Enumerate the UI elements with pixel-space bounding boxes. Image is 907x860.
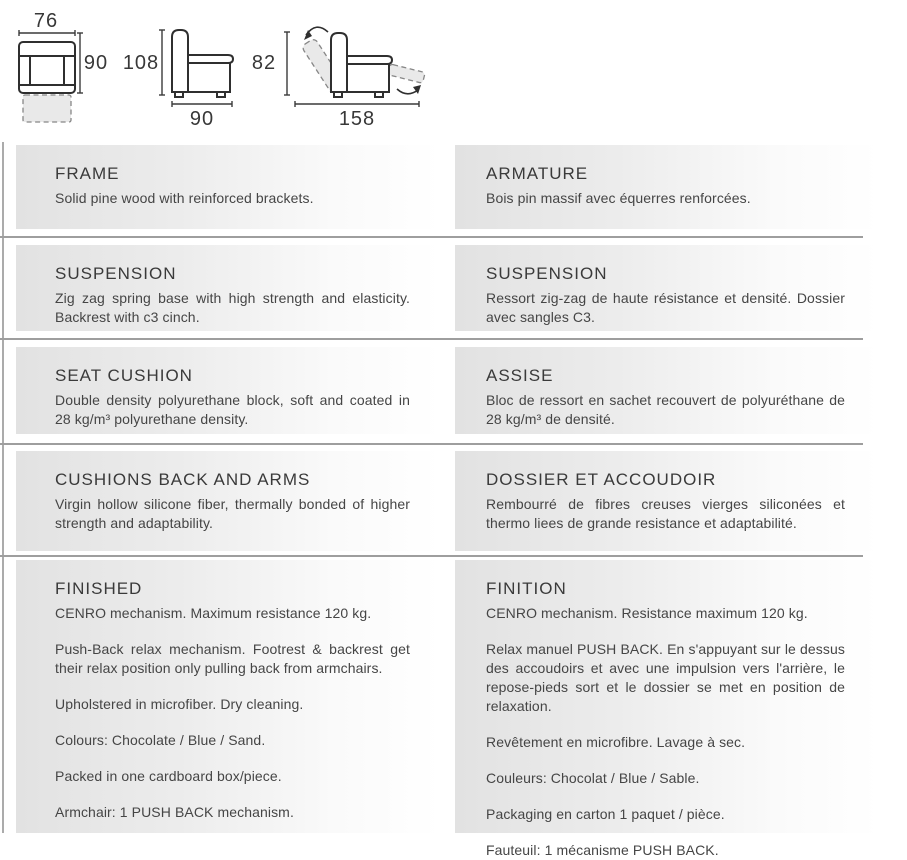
- recline-arrow-icon: [304, 27, 328, 40]
- front-footrest-dashed: [23, 95, 71, 122]
- section-text: Rembourré de fibres creuses vierges siliconées et thermo liees de grande resistance et adaptabilité.: [486, 496, 845, 531]
- section-suspension: [0, 245, 907, 331]
- section-title: CUSHIONS BACK AND ARMS: [55, 470, 311, 489]
- section-title: FINISHED: [55, 579, 143, 598]
- recline-depth-dim-line: [295, 101, 419, 107]
- finished-panel-en: [16, 560, 440, 833]
- section-text: Packaging en carton 1 paquet / pièce.: [486, 806, 725, 822]
- seat-cushion-panel-en: [16, 347, 440, 434]
- section-text: Virgin hollow silicone fiber, thermally bonded of higher strength and adaptability.: [55, 496, 410, 531]
- side-height-label: 108: [122, 52, 160, 74]
- side-depth-dim-line: [172, 101, 232, 107]
- section-cushions-back-arms: [0, 451, 907, 551]
- recline-body: [347, 64, 389, 92]
- section-title: ASSISE: [486, 366, 554, 385]
- section-text: Packed in one cardboard box/piece.: [55, 768, 282, 784]
- section-text: CENRO mechanism. Maximum resistance 120 kg.: [55, 605, 372, 621]
- section-title: SUSPENSION: [486, 264, 608, 283]
- section-text: Relax manuel PUSH BACK. En s'appuyant sur le dessus des accoudoirs et avec une impulsion vers l'arrière, le repose-pieds sort et le dossier se met en position de relaxation.: [486, 641, 845, 714]
- section-separator: [0, 443, 863, 445]
- section-title: FRAME: [55, 164, 120, 183]
- side-body: [188, 63, 230, 92]
- front-height-label: 90: [83, 52, 109, 74]
- recline-backrest: [331, 33, 347, 92]
- recline-height-dim-line: [284, 32, 290, 95]
- section-separator: [0, 555, 863, 557]
- section-text: Colours: Chocolate / Blue / Sand.: [55, 732, 266, 748]
- section-text: Zig zag spring base with high strength and elasticity. Backrest with c3 cinch.: [55, 290, 410, 325]
- section-text: Couleurs: Chocolat / Blue / Sable.: [486, 770, 700, 786]
- side-armrest: [188, 55, 233, 63]
- frame-panel-fr: [455, 145, 879, 229]
- recline-foot-front: [375, 92, 383, 97]
- section-text: Revêtement en microfibre. Lavage à sec.: [486, 734, 746, 750]
- section-seat-cushion: [0, 347, 907, 434]
- side-depth-label: 90: [189, 108, 215, 130]
- section-text: Upholstered in microfiber. Dry cleaning.: [55, 696, 304, 712]
- section-text: Solid pine wood with reinforced brackets.: [55, 190, 314, 206]
- section-title: ARMATURE: [486, 164, 589, 183]
- side-foot-front: [217, 92, 225, 97]
- section-text: Ressort zig-zag de haute résistance et densité. Dossier avec sangles C3.: [486, 290, 845, 325]
- front-width-label: 76: [33, 10, 59, 32]
- recline-foot-back: [334, 92, 342, 97]
- footrest-arrow-icon: [397, 85, 421, 94]
- section-finished: [0, 560, 907, 858]
- section-text: Bois pin massif avec équerres renforcées.: [486, 190, 751, 206]
- section-title: FINITION: [486, 579, 567, 598]
- cushions-panel-en: [16, 451, 440, 551]
- section-text: Armchair: 1 PUSH BACK mechanism.: [55, 804, 294, 820]
- cushions-panel-fr: [455, 451, 879, 551]
- section-title: SEAT CUSHION: [55, 366, 193, 385]
- side-view-diagram: [123, 30, 233, 130]
- section-text: Fauteuil: 1 mécanisme PUSH BACK.: [486, 842, 719, 858]
- suspension-panel-fr: [455, 245, 879, 331]
- side-height-dim-line: [159, 30, 165, 95]
- section-text: Bloc de ressort en sachet recouvert de polyuréthane de 28 kg/m³ de densité.: [486, 392, 845, 427]
- footrest-extended-dashed: [388, 64, 426, 83]
- section-text: Push-Back relax mechanism. Footrest & backrest get their relax position only pulling back from armchairs.: [55, 641, 410, 676]
- side-foot-back: [175, 92, 183, 97]
- dimension-diagrams: [0, 0, 907, 140]
- recline-depth-label: 158: [338, 108, 376, 130]
- recline-armrest: [347, 56, 392, 64]
- seat-cushion-panel-fr: [455, 347, 879, 434]
- section-text: CENRO mechanism. Resistance maximum 120 kg.: [486, 605, 808, 621]
- frame-panel-en: [16, 145, 440, 229]
- section-separator: [0, 338, 863, 340]
- section-frame: [0, 145, 907, 229]
- section-text: Double density polyurethane block, soft and coated in 28 kg/m³ polyurethane density.: [55, 392, 410, 427]
- finished-panel-fr: [455, 560, 879, 858]
- recline-view-diagram: [252, 27, 425, 130]
- section-title: SUSPENSION: [55, 264, 177, 283]
- front-view-diagram: [19, 10, 108, 122]
- side-backrest: [172, 30, 188, 92]
- section-title: DOSSIER ET ACCOUDOIR: [486, 470, 717, 489]
- suspension-panel-en: [16, 245, 440, 331]
- recline-height-label: 82: [251, 52, 277, 74]
- section-separator: [0, 236, 863, 238]
- front-height-dim-line: [77, 33, 83, 93]
